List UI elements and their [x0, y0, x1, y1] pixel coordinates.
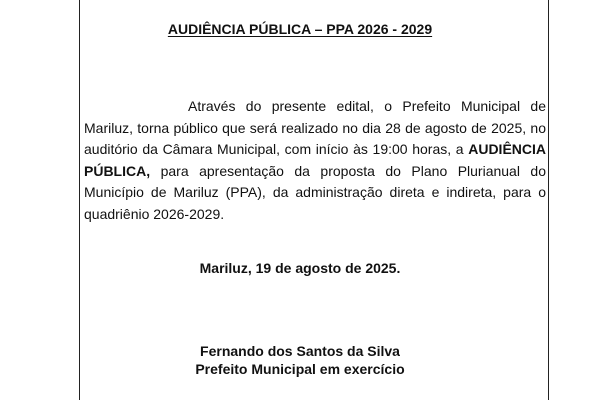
body-text-part3: para apresentação da proposta do Plano Plurianual do Município de Mariluz (PPA), da administração direta e indireta, para o quadriênio 2026-2029.	[84, 162, 546, 222]
edital-body	[84, 96, 546, 226]
signatory-name: Fernando dos Santos da Silva	[200, 343, 400, 359]
body-text-part2: horas, a	[407, 141, 469, 158]
signatory-role: Prefeito Municipal em exercício	[195, 361, 405, 377]
audiencia-highlight: AUDIÊNCIA PÚBLICA,	[84, 141, 546, 179]
start-time: 19:00	[372, 141, 408, 158]
document-title	[0, 19, 600, 39]
document-title-text: AUDIÊNCIA PÚBLICA – PPA 2026 - 2029	[167, 21, 433, 37]
date-line: Mariluz, 19 de agosto de 2025.	[199, 260, 401, 276]
body-text-part1: Através do presente edital, o Prefeito Municipal de Mariluz, torna público que será realizado no dia 28 de agosto de 2025, no auditório da Câmara Municipal, com início às	[84, 98, 546, 158]
signature-block	[0, 342, 600, 378]
